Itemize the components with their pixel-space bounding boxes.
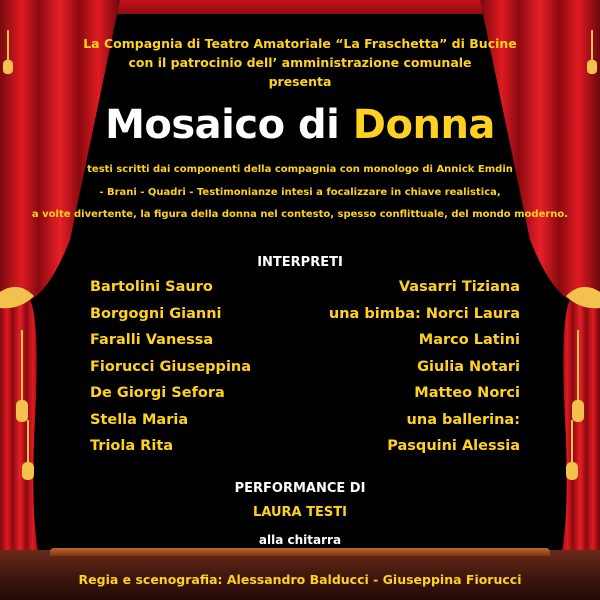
- description-line-3: a volte divertente, la figura della donna nel contesto, spesso conflittuale, del mondo moderno.: [31, 209, 569, 220]
- title-part-1: Mosaico di: [105, 102, 340, 148]
- show-title: [0, 100, 600, 150]
- performer-name: LAURA TESTI: [253, 505, 347, 520]
- cast-member: una bimba: Norci Laura: [328, 305, 520, 322]
- description-line-2: - Brani - Quadri - Testimonianze intesi a focalizzare in chiave realistica,: [99, 187, 501, 198]
- cast-member: Borgogni Gianni: [90, 305, 222, 322]
- title-part-2: Donna: [352, 102, 495, 148]
- cast-member: Triola Rita: [90, 438, 174, 454]
- cast-member: una ballerina:: [406, 411, 520, 428]
- cast-list-left: [90, 274, 251, 460]
- cast-member: Pasquini Alessia: [387, 438, 520, 454]
- interpreti-heading: INTERPRETI: [257, 255, 343, 270]
- cast-member: Bartolini Sauro: [90, 279, 213, 295]
- cast-member: Faralli Vanessa: [90, 332, 214, 348]
- cast-member: De Giorgi Sefora: [90, 385, 225, 401]
- cast-member: Fiorucci Giuseppina: [90, 358, 252, 375]
- intro-patronage: con il patrocinio dell’ amministrazione comunale: [128, 55, 472, 70]
- cast-member: Stella Maria: [90, 411, 189, 428]
- intro-company: La Compagnia di Teatro Amatoriale “La Fraschetta” di Bucine: [83, 36, 517, 51]
- left-tassel: [16, 400, 28, 422]
- cast-member: Giulia Notari: [417, 358, 520, 375]
- description-line-1: testi scritti dai componenti della compagnia con monologo di Annick Emdin: [87, 164, 513, 175]
- credits-direction: Regia e scenografia: Alessandro Balducci - Giuseppina Fiorucci: [78, 572, 522, 587]
- intro-block: [0, 34, 600, 91]
- intro-presenta: presenta: [268, 74, 332, 89]
- cast-member: Matteo Norci: [414, 385, 520, 401]
- performer-instrument: alla chitarra: [258, 533, 342, 547]
- stage-edge: [50, 548, 550, 556]
- right-tassel: [572, 400, 584, 422]
- cast-member: Vasarri Tiziana: [398, 279, 520, 295]
- cast-member: Marco Latini: [418, 332, 520, 348]
- performance-heading: PERFORMANCE DI: [234, 481, 366, 496]
- cast-list-right: [329, 274, 520, 460]
